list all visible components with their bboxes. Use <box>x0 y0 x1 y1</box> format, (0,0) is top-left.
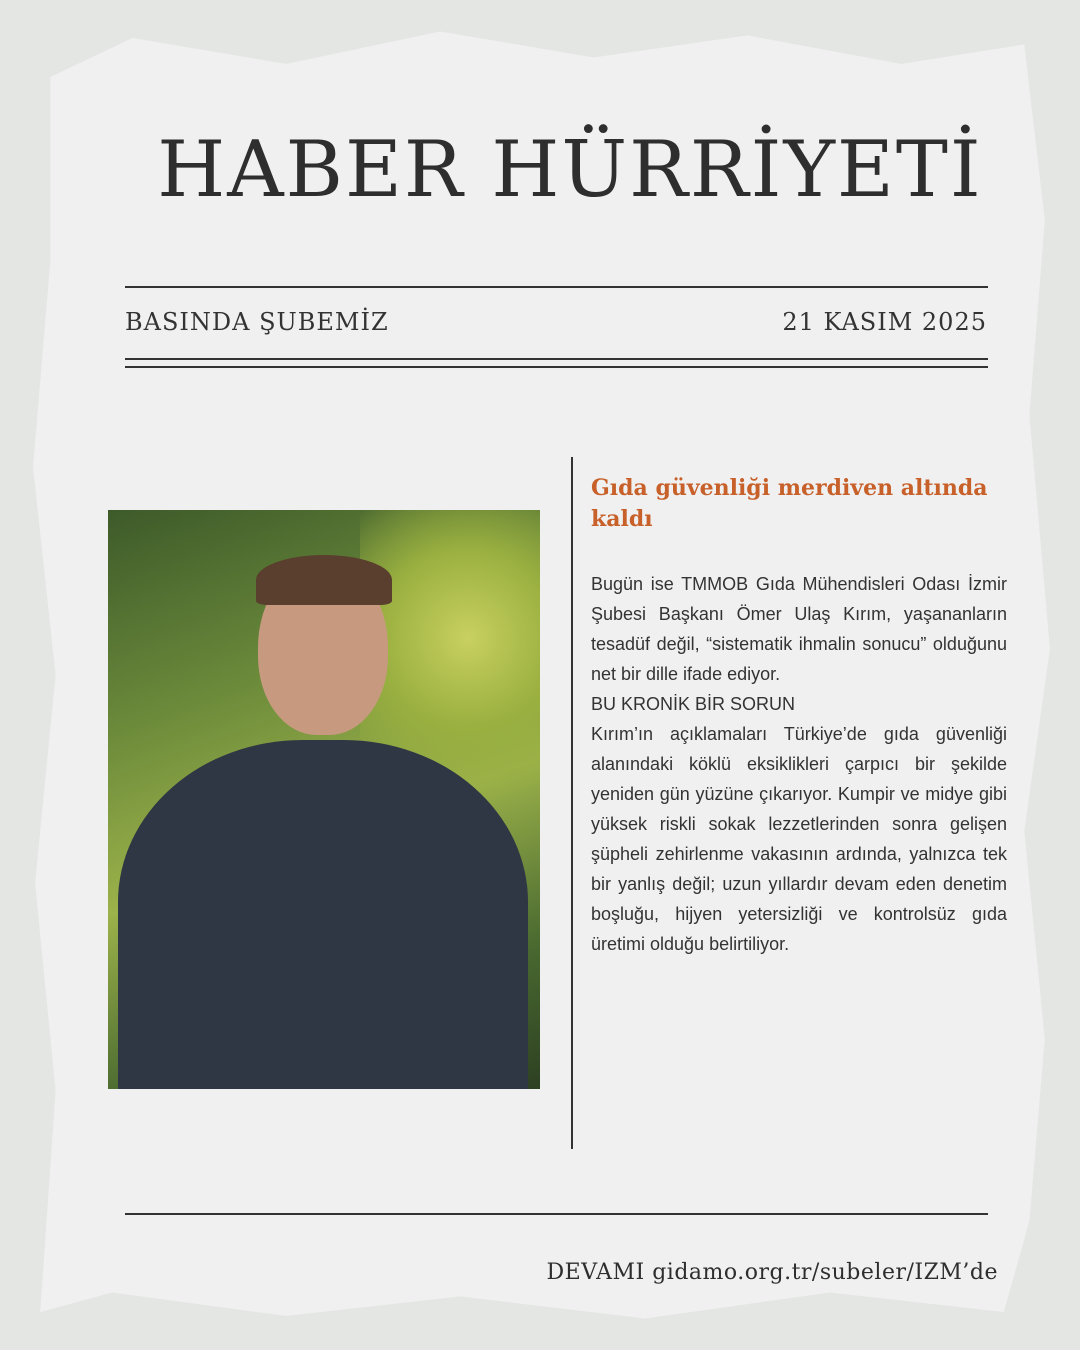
divider-double-2 <box>125 366 988 368</box>
page-title: HABER HÜRRİYETİ <box>157 125 983 215</box>
portrait-photo <box>108 510 540 1089</box>
article-paragraph: Kırım’ın açıklamaları Türkiye’de gıda güvenliği alanındaki köklü eksiklikleri çarpıcı bir şekilde yeniden gün yüzüne çıkarıyor. Kumpir ve midye gibi yüksek riskli sokak lezzetlerinden sonra gelişen şüpheli zehirlenme vakasının ardında, yalnızca tek bir yanlış değil; uzun yıllardır devam eden denetim boşluğu, hijyen yetersizliği ve kontrolsüz gıda üretimi olduğu belirtiliyor. <box>591 724 1007 954</box>
divider-top <box>125 286 988 288</box>
date-label: 21 KASIM 2025 <box>782 308 987 336</box>
section-label: BASINDA ŞUBEMİZ <box>125 308 389 336</box>
article-headline: Gıda güvenliği merdiven altında kaldı <box>591 475 988 532</box>
column-divider <box>571 457 573 1149</box>
article-paragraph: Bugün ise TMMOB Gıda Mühendisleri Odası İzmir Şubesi Başkanı Ömer Ulaş Kırım, yaşananların tesadüf değil, “sistematik ihmalin sonucu” olduğunu net bir dille ifade ediyor. <box>591 574 1007 684</box>
article-subheading: BU KRONİK BİR SORUN <box>591 694 796 714</box>
article-body <box>591 569 1007 959</box>
divider-double-1 <box>125 358 988 360</box>
read-more-link[interactable]: DEVAMI gidamo.org.tr/subeler/IZM’de <box>546 1260 998 1285</box>
divider-bottom <box>125 1213 988 1215</box>
